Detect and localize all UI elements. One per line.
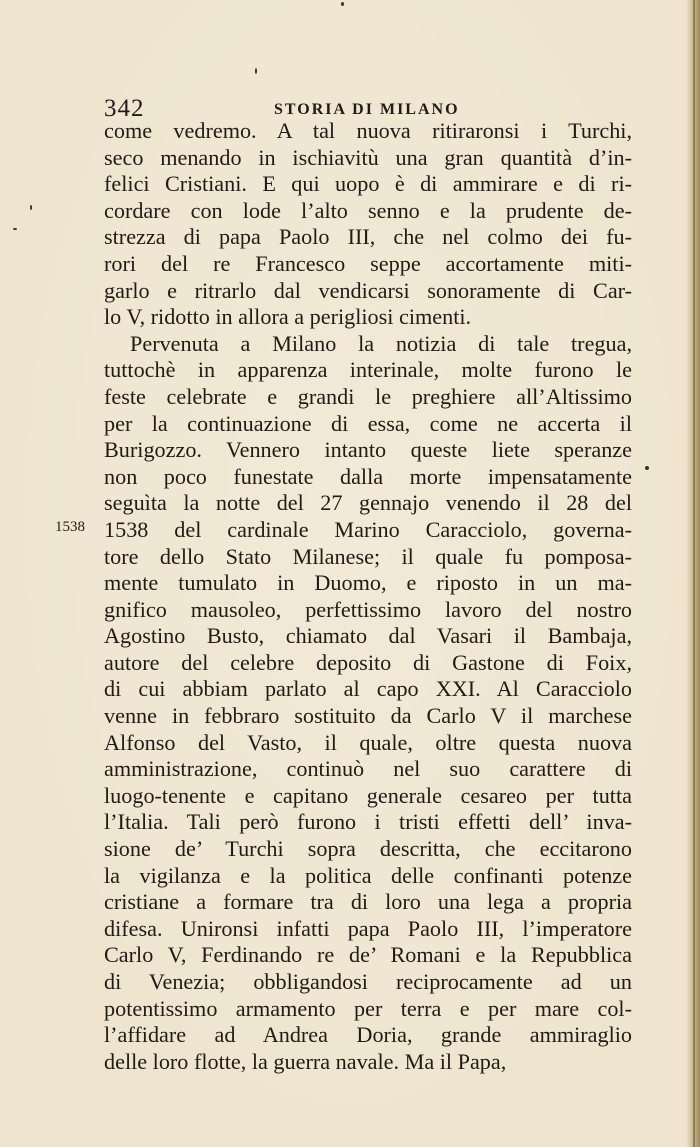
- text-line: di Venezia; obbligandosi reciprocamente ad un: [104, 969, 632, 994]
- text-line: feste celebrate e grandi le preghiere all’Altissimo: [104, 383, 632, 409]
- text-line: amministrazione, continuò nel suo carattere di: [104, 756, 632, 782]
- text-line: seguìta la notte del 27 gennajo venendo il 28 del: [104, 490, 632, 516]
- page-edge-line: [693, 0, 695, 1147]
- text-line: Carlo V, Ferdinando re de’ Romani e la Repubblica: [104, 942, 632, 968]
- text-line: tore dello Stato Milanese; il quale fu pomposa-: [104, 543, 632, 569]
- text-line: strezza di papa Paolo III, che nel colmo dei fu-: [104, 224, 632, 250]
- ink-speck: [13, 228, 17, 230]
- text-line: Pervenuta a Milano la notizia di tale tregua,: [130, 330, 632, 356]
- text-line: garlo e ritrarlo dal vendicarsi sonoramente di Car-: [104, 277, 632, 303]
- text-line: gnifico mausoleo, perfettissimo lavoro del nostro: [104, 596, 632, 622]
- text-line: per la continuazione di essa, come ne accerta il: [104, 410, 632, 436]
- text-line: lo V, ridotto in allora a perigliosi cimenti.: [104, 304, 472, 330]
- text-line: seco menando in ischiavitù una gran quantità d’in-: [104, 144, 632, 170]
- margin-year-note: 1538: [55, 519, 85, 535]
- text-line: 1538 del cardinale Marino Caracciolo, governa-: [104, 516, 632, 542]
- text-line: difesa. Unironsi infatti papa Paolo III, l’imperatore: [104, 915, 632, 941]
- text-line: di cui abbiam parlato al capo XXI. Al Caracciolo: [104, 676, 632, 702]
- text-line: luogo-tenente e capitano generale cesareo per tutta: [104, 782, 632, 808]
- text-line: delle loro flotte, la guerra navale. Ma il Papa,: [104, 1048, 507, 1074]
- text-line: l’Italia. Tali però furono i tristi effetti dell’ inva-: [104, 809, 632, 835]
- ink-speck: [341, 2, 344, 6]
- text-line: l’affidare ad Andrea Doria, grande ammiraglio: [104, 1022, 632, 1048]
- ink-speck: [255, 68, 257, 74]
- text-line: cordare con lode l’alto senno e la prudente de-: [104, 197, 632, 223]
- text-line: tuttochè in apparenza interinale, molte furono le: [104, 357, 632, 383]
- text-line: come vedremo. A tal nuova ritiraronsi i Turchi,: [104, 118, 632, 143]
- ink-speck: [645, 466, 649, 470]
- text-line: sione de’ Turchi sopra descritta, che eccitarono: [104, 836, 632, 862]
- text-line: felici Cristiani. E qui uopo è di ammirare e di ri-: [104, 171, 632, 197]
- text-line: cristiane a formare tra di loro una lega a propria: [104, 889, 632, 915]
- body-text: [104, 118, 632, 1075]
- text-line: rori del re Francesco seppe accortamente miti-: [104, 250, 632, 276]
- text-line: venne in febbraro sostituito da Carlo V il marchese: [104, 703, 632, 729]
- page-number: 342: [104, 95, 145, 122]
- text-line: Agostino Busto, chiamato dal Vasari il Bambaja,: [104, 623, 632, 649]
- text-line: potentissimo armamento per terra e per mare col-: [104, 995, 632, 1021]
- ink-speck: [30, 205, 32, 210]
- text-line: mente tumulato in Duomo, e riposto in un ma-: [104, 570, 632, 596]
- text-line: autore del celebre deposito di Gastone di Foix,: [104, 649, 632, 675]
- text-line: la vigilanza e la politica delle confinanti potenze: [104, 862, 632, 888]
- text-line: Burigozzo. Vennero intanto queste liete speranze: [104, 437, 632, 463]
- text-line: Alfonso del Vasto, il quale, oltre questa nuova: [104, 729, 632, 755]
- running-head: STORIA DI MILANO: [274, 101, 460, 118]
- text-line: non poco funestate dalla morte impensatamente: [104, 463, 632, 489]
